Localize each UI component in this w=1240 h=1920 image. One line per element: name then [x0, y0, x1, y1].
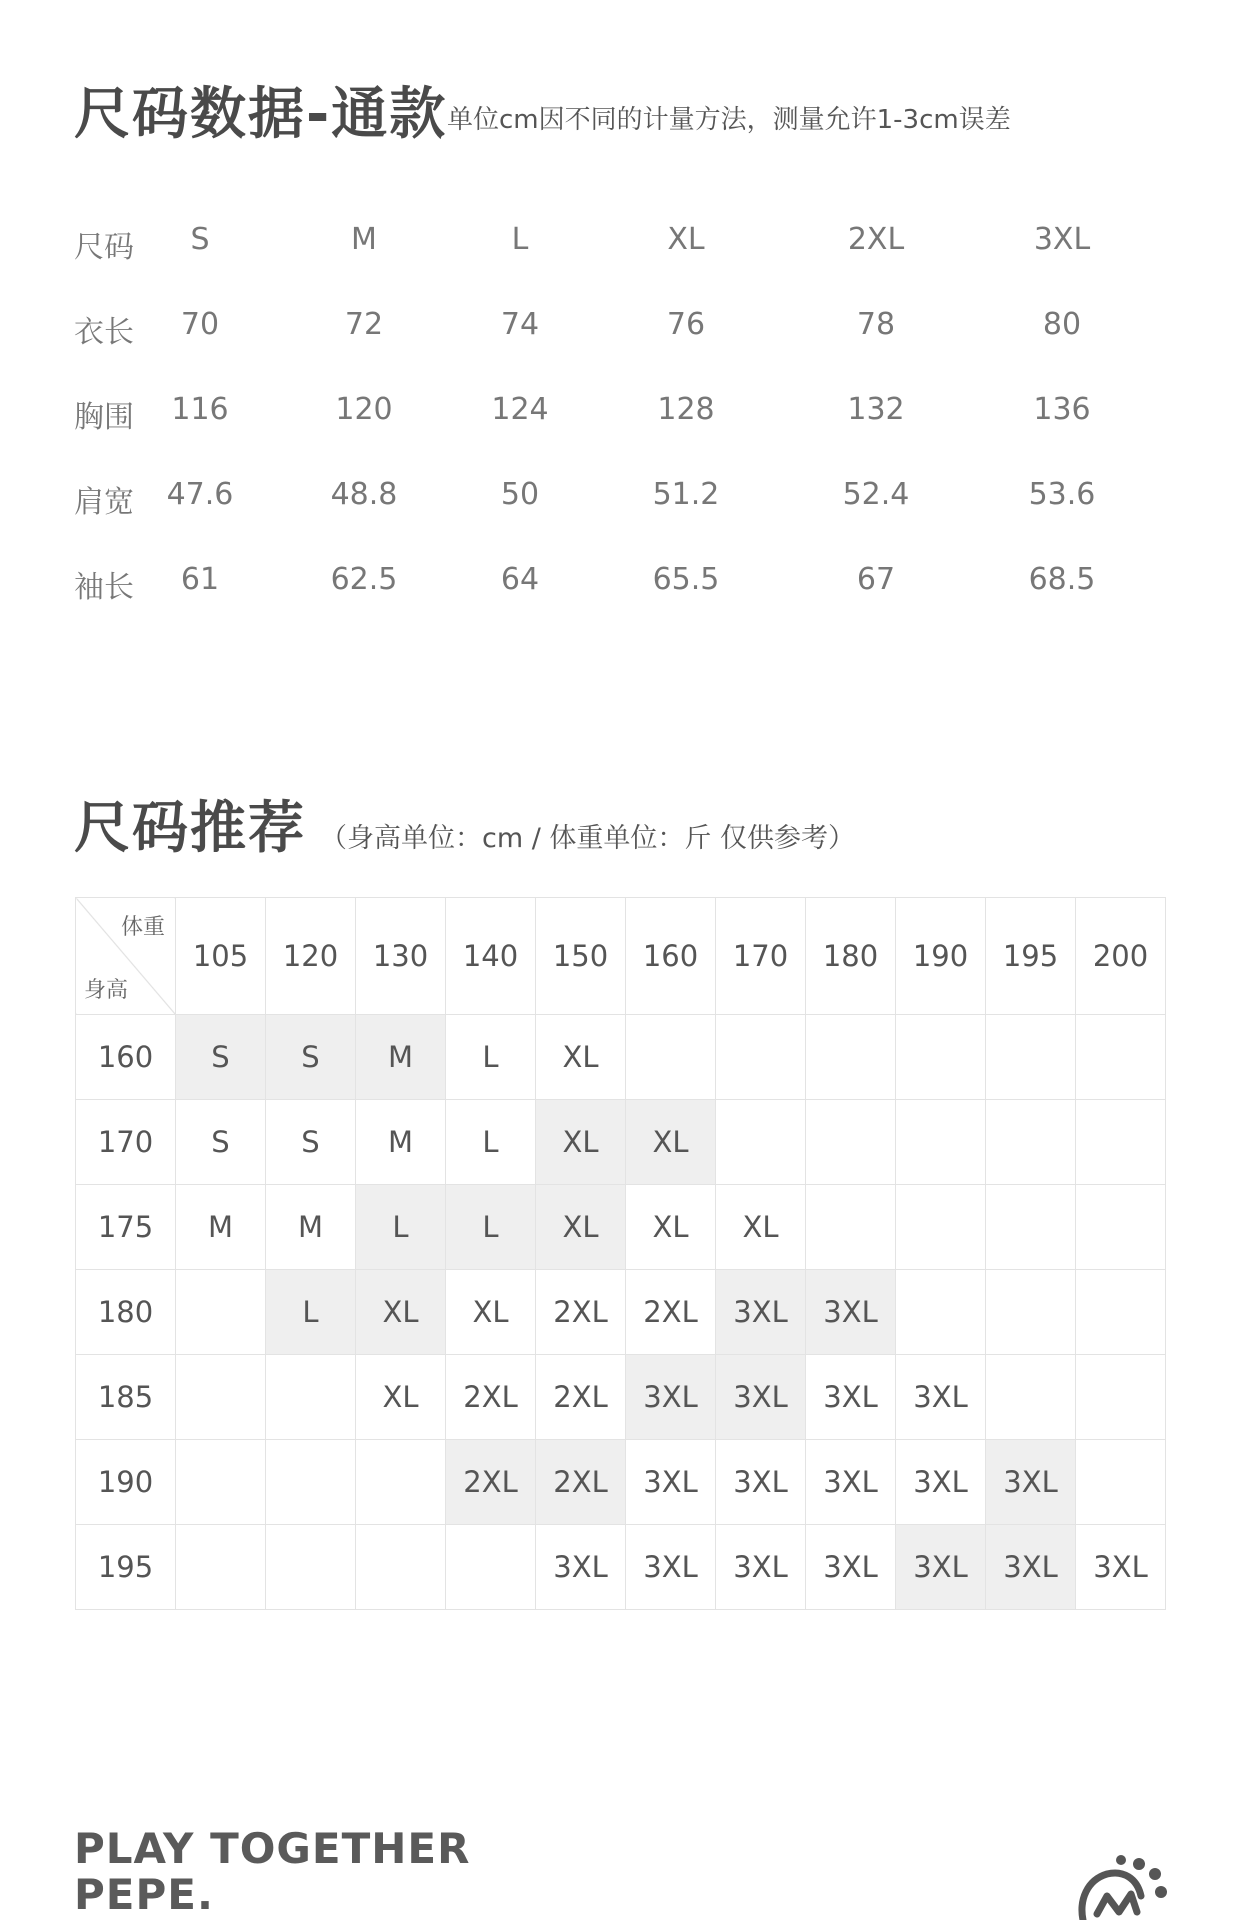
size-recommend-cell: [266, 1525, 356, 1610]
size-recommend-cell: XL: [716, 1185, 806, 1270]
size-data-cell: 116: [171, 392, 229, 427]
size-data-cell: 47.6: [166, 477, 234, 512]
size-recommend-cell: XL: [536, 1100, 626, 1185]
weight-header-cell: 140: [446, 898, 536, 1015]
height-header-cell: 175: [76, 1185, 176, 1270]
size-recommend-cell: 2XL: [536, 1355, 626, 1440]
weight-header-cell: 180: [806, 898, 896, 1015]
size-recommend-cell: 3XL: [716, 1525, 806, 1610]
size-recommend-cell: M: [356, 1015, 446, 1100]
weight-header-cell: 150: [536, 898, 626, 1015]
size-data-cell: 80: [1042, 307, 1082, 342]
size-recommend-cell: 3XL: [806, 1440, 896, 1525]
size-recommend-cell: 3XL: [716, 1440, 806, 1525]
corner-weight-label: 体重: [120, 915, 165, 940]
size-recommend-cell: S: [176, 1015, 266, 1100]
size-data-cell: 51.2: [652, 477, 720, 512]
size-recommend-cell: [716, 1015, 806, 1100]
weight-header-cell: 200: [1076, 898, 1166, 1015]
size-recommend-cell: XL: [356, 1270, 446, 1355]
table-row: [76, 1185, 1166, 1270]
size-data-row-label: 袖长: [74, 570, 134, 605]
size-recommend-cell: 3XL: [806, 1525, 896, 1610]
size-recommend-cell: L: [446, 1185, 536, 1270]
size-recommend-cell: 3XL: [716, 1355, 806, 1440]
weight-header-cell: 170: [716, 898, 806, 1015]
size-recommend-cell: 3XL: [536, 1525, 626, 1610]
size-recommend-cell: 3XL: [986, 1525, 1076, 1610]
size-recommend-cell: 2XL: [446, 1440, 536, 1525]
table-row: [76, 1440, 1166, 1525]
size-recommend-cell: [1076, 1015, 1166, 1100]
size-recommend-cell: 3XL: [896, 1440, 986, 1525]
size-recommend-cell: [896, 1185, 986, 1270]
size-recommend-cell: XL: [626, 1100, 716, 1185]
size-recommend-cell: S: [266, 1015, 356, 1100]
height-header-cell: 180: [76, 1270, 176, 1355]
size-recommend-cell: [986, 1100, 1076, 1185]
weight-header-cell: 120: [266, 898, 356, 1015]
size-data-cell: 52.4: [842, 477, 910, 512]
size-recommend-table: [75, 897, 1166, 1610]
size-recommend-cell: [806, 1185, 896, 1270]
table-row: [76, 1015, 1166, 1100]
size-recommend-cell: 2XL: [536, 1440, 626, 1525]
size-recommend-cell: [896, 1270, 986, 1355]
size-recommend-subtitle: （身高单位：cm / 体重单位：斤 仅供参考）: [320, 823, 855, 854]
size-recommend-cell: [806, 1015, 896, 1100]
size-recommend-cell: [986, 1355, 1076, 1440]
size-recommend-cell: 3XL: [626, 1440, 716, 1525]
size-recommend-cell: XL: [446, 1270, 536, 1355]
size-data-cell: 70: [180, 307, 220, 342]
size-data-cell: XL: [667, 222, 705, 257]
height-header-cell: 185: [76, 1355, 176, 1440]
size-recommend-cell: [176, 1270, 266, 1355]
size-data-cell: 67: [856, 562, 896, 597]
size-data-cell: 68.5: [1028, 562, 1096, 597]
size-recommend-cell: 3XL: [806, 1270, 896, 1355]
size-recommend-cell: [176, 1440, 266, 1525]
size-recommend-cell: [356, 1525, 446, 1610]
size-recommend-cell: [1076, 1100, 1166, 1185]
size-data-title: 尺码数据-通款: [74, 82, 448, 147]
size-recommend-title: 尺码推荐: [74, 796, 306, 861]
size-recommend-cell: [986, 1270, 1076, 1355]
size-data-cell: 124: [491, 392, 549, 427]
size-data-cell: 128: [657, 392, 715, 427]
table-row: [76, 1100, 1166, 1185]
size-data-cell: L: [511, 222, 529, 257]
size-recommend-cell: XL: [536, 1015, 626, 1100]
size-data-row-label: 尺码: [74, 230, 134, 265]
size-recommend-cell: 3XL: [986, 1440, 1076, 1525]
height-header-cell: 190: [76, 1440, 176, 1525]
size-data-cell: M: [351, 222, 377, 257]
size-recommend-cell: [356, 1440, 446, 1525]
size-recommend-cell: [176, 1355, 266, 1440]
size-data-cell: S: [190, 222, 210, 257]
size-data-cell: 76: [666, 307, 706, 342]
table-row: [76, 1270, 1166, 1355]
size-data-cell: 53.6: [1028, 477, 1096, 512]
size-recommend-cell: 3XL: [716, 1270, 806, 1355]
corner-cell: [76, 898, 176, 1015]
size-recommend-cell: [896, 1015, 986, 1100]
size-data-cell: 78: [856, 307, 896, 342]
size-recommend-cell: [896, 1100, 986, 1185]
size-recommend-cell: 3XL: [1076, 1525, 1166, 1610]
size-recommend-cell: [806, 1100, 896, 1185]
size-data-cell: 64: [500, 562, 540, 597]
corner-height-label: 身高: [84, 978, 129, 1003]
weight-header-cell: 130: [356, 898, 446, 1015]
size-recommend-cell: M: [266, 1185, 356, 1270]
size-recommend-cell: [1076, 1440, 1166, 1525]
size-data-cell: 48.8: [330, 477, 398, 512]
size-recommend-cell: M: [356, 1100, 446, 1185]
slogan-line1: PLAY TOGETHER: [74, 1824, 471, 1873]
size-recommend-cell: XL: [356, 1355, 446, 1440]
size-recommend-cell: 2XL: [446, 1355, 536, 1440]
weight-header-cell: 160: [626, 898, 716, 1015]
size-recommend-cell: S: [266, 1100, 356, 1185]
size-recommend-cell: [626, 1015, 716, 1100]
size-data-cell: 132: [847, 392, 905, 427]
size-recommend-cell: M: [176, 1185, 266, 1270]
size-recommend-cell: 3XL: [896, 1355, 986, 1440]
size-data-cell: 136: [1033, 392, 1091, 427]
table-header-row: [76, 898, 1166, 1015]
size-recommend-cell: L: [266, 1270, 356, 1355]
table-row: [76, 1525, 1166, 1610]
weight-header-cell: 190: [896, 898, 986, 1015]
height-header-cell: 160: [76, 1015, 176, 1100]
size-data-row-label: 肩宽: [74, 485, 134, 520]
size-recommend-cell: XL: [536, 1185, 626, 1270]
size-recommend-cell: [266, 1355, 356, 1440]
size-recommend-cell: XL: [626, 1185, 716, 1270]
size-recommend-cell: [1076, 1355, 1166, 1440]
size-recommend-cell: [446, 1525, 536, 1610]
size-recommend-cell: L: [446, 1015, 536, 1100]
size-data-cell: 50: [500, 477, 540, 512]
weight-header-cell: 195: [986, 898, 1076, 1015]
size-recommend-cell: [1076, 1185, 1166, 1270]
size-data-cell: 62.5: [330, 562, 398, 597]
size-recommend-cell: 2XL: [626, 1270, 716, 1355]
size-data-cell: 2XL: [847, 222, 905, 257]
size-recommend-cell: [266, 1440, 356, 1525]
height-header-cell: 170: [76, 1100, 176, 1185]
weight-header-cell: 105: [176, 898, 266, 1015]
size-recommend-cell: L: [356, 1185, 446, 1270]
size-recommend-cell: [716, 1100, 806, 1185]
size-data-row-label: 衣长: [74, 315, 134, 350]
paw-mountain-logo-icon: [1075, 1852, 1167, 1920]
size-recommend-cell: 3XL: [626, 1525, 716, 1610]
size-recommend-cell: 3XL: [806, 1355, 896, 1440]
size-recommend-cell: [1076, 1270, 1166, 1355]
size-recommend-cell: [986, 1015, 1076, 1100]
size-recommend-cell: [176, 1525, 266, 1610]
size-recommend-cell: 3XL: [626, 1355, 716, 1440]
size-recommend-cell: L: [446, 1100, 536, 1185]
size-data-cell: 120: [335, 392, 393, 427]
size-data-cell: 74: [500, 307, 540, 342]
size-data-cell: 65.5: [652, 562, 720, 597]
size-data-subtitle: 单位cm因不同的计量方法，测量允许1-3cm误差: [447, 105, 1011, 135]
size-data-cell: 61: [180, 562, 220, 597]
size-data-cell: 72: [344, 307, 384, 342]
height-header-cell: 195: [76, 1525, 176, 1610]
size-recommend-cell: S: [176, 1100, 266, 1185]
size-data-cell: 3XL: [1033, 222, 1091, 257]
size-recommend-cell: [986, 1185, 1076, 1270]
size-recommend-cell: 2XL: [536, 1270, 626, 1355]
table-row: [76, 1355, 1166, 1440]
slogan-line2: PEPE.: [74, 1870, 214, 1919]
brand-slogan: [74, 1826, 470, 1918]
size-data-row-label: 胸围: [74, 400, 134, 435]
size-recommend-cell: 3XL: [896, 1525, 986, 1610]
